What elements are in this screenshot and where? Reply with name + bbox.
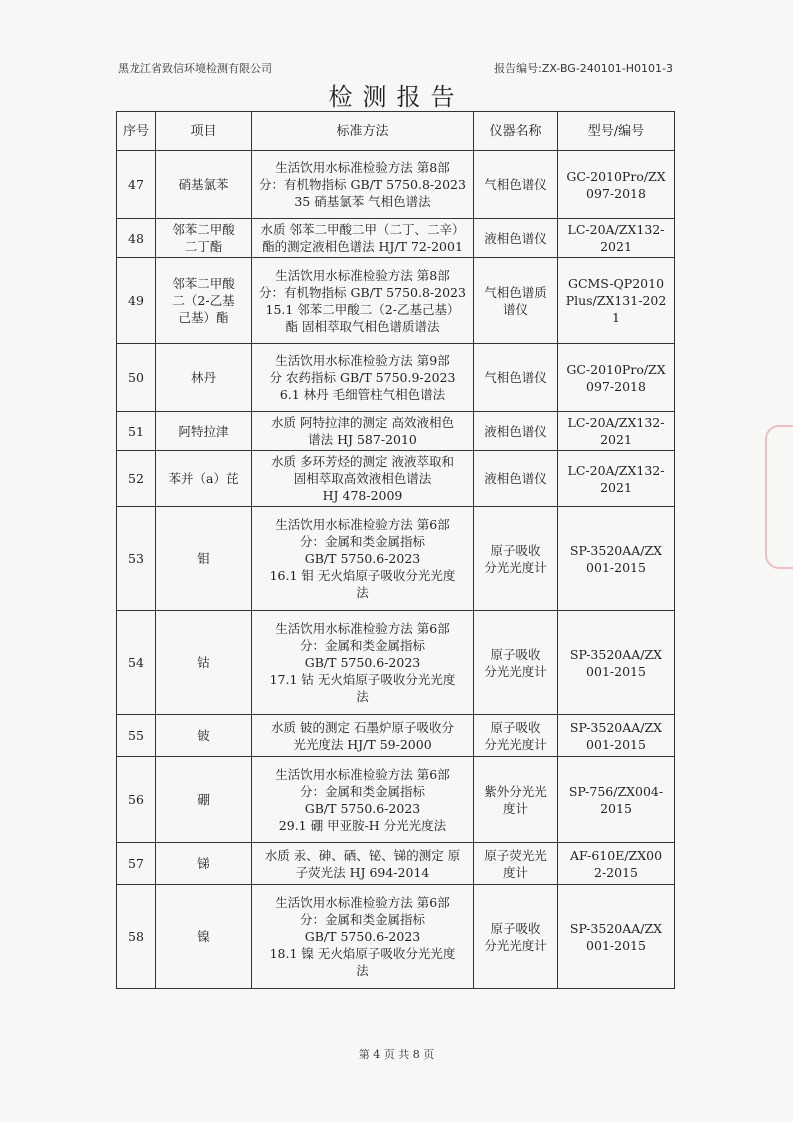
table-row bbox=[117, 611, 675, 715]
cell-item bbox=[156, 757, 252, 843]
cell-instrument-line: 原子吸收 bbox=[490, 920, 541, 936]
cell-instrument-line: 分光光度计 bbox=[484, 663, 547, 679]
cell-model bbox=[558, 715, 675, 757]
cell-method-line: 生活饮用水标准检验方法 第8部 bbox=[275, 160, 450, 175]
cell-no: 51 bbox=[117, 412, 156, 451]
cell-method-line: 谱法 HJ 587-2010 bbox=[308, 432, 417, 447]
cell-no: 48 bbox=[117, 219, 156, 258]
cell-method bbox=[252, 843, 474, 885]
cell-item bbox=[156, 451, 252, 507]
col-header-method: 标准方法 bbox=[252, 112, 474, 151]
cell-item-line: 镍 bbox=[197, 929, 210, 944]
cell-method-line: 生活饮用水标准检验方法 第9部 bbox=[275, 353, 450, 368]
cell-item-line: 林丹 bbox=[190, 370, 216, 385]
table-row bbox=[117, 507, 675, 611]
cell-model bbox=[558, 258, 675, 344]
cell-model bbox=[558, 757, 675, 843]
cell-method-line: 法 bbox=[356, 585, 369, 600]
cell-method-line: 水质 汞、砷、硒、铋、锑的测定 原 bbox=[264, 847, 461, 863]
cell-model-line: 2021 bbox=[600, 479, 632, 495]
cell-method-line: 水质 多环芳烃的测定 液液萃取和 bbox=[271, 454, 454, 469]
cell-no: 55 bbox=[117, 715, 156, 757]
cell-model-line: 001-2015 bbox=[586, 559, 646, 575]
cell-model-line: AF-610E/ZX00 bbox=[569, 847, 663, 863]
table-header-row bbox=[117, 112, 675, 151]
cell-item bbox=[156, 507, 252, 611]
cell-method bbox=[252, 258, 474, 344]
cell-model-line: GC-2010Pro/ZX bbox=[566, 361, 666, 377]
cell-instrument-line: 紫外分光光 bbox=[484, 783, 547, 799]
cell-item bbox=[156, 344, 252, 412]
cell-instrument-line: 度计 bbox=[502, 864, 528, 880]
cell-no: 56 bbox=[117, 757, 156, 843]
cell-item-line: 二（2-乙基 bbox=[172, 293, 235, 308]
cell-model-line: 2021 bbox=[600, 239, 632, 254]
cell-no: 58 bbox=[117, 885, 156, 989]
table-body bbox=[117, 151, 675, 989]
col-header-model: 型号/编号 bbox=[558, 112, 675, 151]
cell-model-line: Plus/ZX131-202 bbox=[565, 293, 667, 308]
cell-model-line: GC-2010Pro/ZX bbox=[566, 168, 666, 184]
cell-method-line: 17.1 钴 无火焰原子吸收分光光度 bbox=[269, 672, 456, 687]
cell-model-line: SP-3520AA/ZX bbox=[569, 719, 663, 735]
report-number: 报告编号:ZX-BG-240101-H0101-3 bbox=[494, 62, 673, 75]
cell-instrument-line: 度计 bbox=[502, 800, 528, 816]
cell-model-line: 2021 bbox=[600, 432, 632, 447]
company-name: 黑龙江省致信环境检测有限公司 bbox=[118, 62, 272, 75]
col-header-instrument: 仪器名称 bbox=[474, 112, 558, 151]
cell-instrument bbox=[474, 507, 558, 611]
cell-item bbox=[156, 715, 252, 757]
page-number: 第 4 页 共 8 页 bbox=[358, 1048, 435, 1061]
cell-method-line: 生活饮用水标准检验方法 第6部 bbox=[275, 895, 450, 910]
cell-model-line: SP-3520AA/ZX bbox=[569, 920, 663, 936]
cell-item bbox=[156, 258, 252, 344]
cell-no: 52 bbox=[117, 451, 156, 507]
cell-instrument-line: 分光光度计 bbox=[484, 736, 547, 752]
cell-no: 49 bbox=[117, 258, 156, 344]
cell-item-line: 二丁酯 bbox=[184, 239, 223, 254]
cell-method bbox=[252, 507, 474, 611]
cell-method-line: 29.1 硼 甲亚胺-H 分光光度法 bbox=[278, 817, 447, 833]
table-row bbox=[117, 843, 675, 885]
cell-method-line: GB/T 5750.6-2023 bbox=[304, 655, 421, 670]
cell-model bbox=[558, 885, 675, 989]
report-title: 检测报告 bbox=[328, 83, 465, 111]
cell-method-line: HJ 478-2009 bbox=[322, 488, 403, 503]
cell-model bbox=[558, 507, 675, 611]
cell-instrument-line: 液相色谱仪 bbox=[484, 471, 547, 486]
cell-item-line: 硝基氯苯 bbox=[178, 177, 229, 192]
cell-instrument bbox=[474, 885, 558, 989]
cell-item-line: 邻苯二甲酸 bbox=[172, 222, 235, 237]
cell-item-line: 邻苯二甲酸 bbox=[172, 276, 235, 291]
cell-method-line: 35 硝基氯苯 气相色谱法 bbox=[294, 194, 431, 209]
table-row bbox=[117, 451, 675, 507]
cell-method-line: 生活饮用水标准检验方法 第8部 bbox=[275, 267, 450, 283]
cell-method-line: 分：有机物指标 GB/T 5750.8-2023 bbox=[259, 177, 466, 192]
cell-method-line: 6.1 林丹 毛细管柱气相色谱法 bbox=[279, 387, 446, 402]
cell-model bbox=[558, 611, 675, 715]
cell-instrument-line: 原子吸收 bbox=[490, 646, 541, 662]
cell-model-line: LC-20A/ZX132- bbox=[567, 462, 665, 478]
table-row bbox=[117, 715, 675, 757]
cell-no: 54 bbox=[117, 611, 156, 715]
cell-method bbox=[252, 757, 474, 843]
cell-method-line: 18.1 镍 无火焰原子吸收分光光度 bbox=[269, 946, 456, 961]
cell-item-line: 锑 bbox=[197, 856, 210, 871]
cell-model-line: 1 bbox=[612, 310, 620, 325]
cell-item bbox=[156, 219, 252, 258]
cell-method bbox=[252, 412, 474, 451]
cell-instrument bbox=[474, 412, 558, 451]
cell-no: 47 bbox=[117, 151, 156, 219]
cell-method-line: 15.1 邻苯二甲酸二（2-乙基己基） bbox=[265, 301, 460, 317]
cell-instrument-line: 液相色谱仪 bbox=[484, 230, 547, 246]
table-row bbox=[117, 151, 675, 219]
cell-model bbox=[558, 451, 675, 507]
cell-method-line: GB/T 5750.6-2023 bbox=[304, 551, 421, 566]
cell-instrument-line: 原子吸收 bbox=[490, 542, 541, 558]
cell-model-line: 001-2015 bbox=[586, 736, 646, 752]
cell-method-line: 16.1 钼 无火焰原子吸收分光光度 bbox=[269, 568, 456, 583]
cell-instrument bbox=[474, 344, 558, 412]
cell-method-line: 生活饮用水标准检验方法 第6部 bbox=[275, 766, 450, 782]
cell-instrument-line: 分光光度计 bbox=[484, 559, 547, 575]
test-items-table bbox=[116, 111, 675, 989]
cell-method-line: 分：金属和类金属指标 bbox=[299, 783, 425, 799]
cell-method-line: 水质 邻苯二甲酸二甲（二丁、二辛） bbox=[260, 222, 465, 237]
cell-model-line: SP-756/ZX004- bbox=[568, 783, 664, 799]
cell-method-line: 分：有机物指标 GB/T 5750.8-2023 bbox=[259, 284, 466, 300]
col-header-no: 序号 bbox=[117, 112, 156, 151]
cell-model-line: 001-2015 bbox=[586, 663, 646, 679]
cell-instrument bbox=[474, 451, 558, 507]
table-row bbox=[117, 412, 675, 451]
cell-method bbox=[252, 885, 474, 989]
cell-method bbox=[252, 715, 474, 757]
cell-method bbox=[252, 611, 474, 715]
cell-method bbox=[252, 344, 474, 412]
cell-no: 57 bbox=[117, 843, 156, 885]
table-row bbox=[117, 757, 675, 843]
cell-method-line: 法 bbox=[356, 689, 369, 704]
cell-instrument-line: 液相色谱仪 bbox=[484, 423, 547, 439]
cell-item bbox=[156, 151, 252, 219]
cell-instrument bbox=[474, 151, 558, 219]
cell-model-line: LC-20A/ZX132- bbox=[567, 415, 665, 430]
cell-item-line: 阿特拉津 bbox=[178, 423, 229, 439]
cell-instrument-line: 分光光度计 bbox=[484, 937, 547, 953]
cell-model-line: 001-2015 bbox=[586, 937, 646, 953]
cell-instrument bbox=[474, 611, 558, 715]
cell-item-line: 己基）酯 bbox=[178, 310, 229, 325]
table-row bbox=[117, 258, 675, 344]
cell-model-line: 097-2018 bbox=[586, 185, 646, 201]
stamp-mark bbox=[765, 425, 793, 569]
cell-item bbox=[156, 843, 252, 885]
cell-model-line: LC-20A/ZX132- bbox=[567, 222, 665, 237]
cell-instrument-line: 原子吸收 bbox=[490, 719, 541, 735]
cell-item bbox=[156, 412, 252, 451]
cell-item-line: 铍 bbox=[197, 728, 210, 743]
cell-model-line: 2015 bbox=[600, 800, 632, 816]
cell-model bbox=[558, 344, 675, 412]
cell-method-line: 水质 铍的测定 石墨炉原子吸收分 bbox=[271, 719, 454, 735]
cell-method-line: 水质 阿特拉津的测定 高效液相色 bbox=[271, 415, 454, 430]
cell-item-line: 钼 bbox=[197, 551, 210, 566]
cell-method-line: 法 bbox=[356, 963, 369, 978]
cell-item-line: 苯并（a）芘 bbox=[168, 471, 239, 486]
cell-model-line: GCMS-QP2010 bbox=[567, 276, 665, 291]
cell-method-line: 分 农药指标 GB/T 5750.9-2023 bbox=[269, 370, 456, 385]
cell-method-line: 生活饮用水标准检验方法 第6部 bbox=[275, 517, 450, 532]
cell-model bbox=[558, 412, 675, 451]
cell-model-line: 2-2015 bbox=[594, 864, 638, 880]
col-header-item: 项目 bbox=[156, 112, 252, 151]
cell-method-line: 分：金属和类金属指标 bbox=[299, 638, 425, 653]
cell-instrument bbox=[474, 843, 558, 885]
cell-method-line: 生活饮用水标准检验方法 第6部 bbox=[275, 621, 450, 636]
cell-method bbox=[252, 219, 474, 258]
cell-instrument-line: 气相色谱质 bbox=[484, 284, 547, 300]
cell-instrument bbox=[474, 715, 558, 757]
cell-method-line: 分：金属和类金属指标 bbox=[299, 534, 425, 549]
cell-method bbox=[252, 451, 474, 507]
cell-method-line: 子荧光法 HJ 694-2014 bbox=[295, 864, 430, 880]
cell-instrument-line: 谱仪 bbox=[502, 301, 528, 317]
cell-item-line: 硼 bbox=[197, 792, 210, 807]
table-row bbox=[117, 219, 675, 258]
cell-no: 53 bbox=[117, 507, 156, 611]
cell-instrument-line: 气相色谱仪 bbox=[484, 177, 547, 192]
cell-method-line: 酯 固相萃取气相色谱质谱法 bbox=[285, 318, 440, 334]
cell-instrument-line: 原子荧光光 bbox=[484, 847, 547, 863]
cell-item-line: 钴 bbox=[197, 655, 210, 670]
table-row bbox=[117, 344, 675, 412]
cell-model-line: SP-3520AA/ZX bbox=[569, 646, 663, 662]
cell-instrument-line: 气相色谱仪 bbox=[484, 370, 547, 385]
cell-model-line: SP-3520AA/ZX bbox=[569, 542, 663, 558]
cell-method bbox=[252, 151, 474, 219]
cell-model-line: 097-2018 bbox=[586, 378, 646, 394]
cell-instrument bbox=[474, 219, 558, 258]
cell-instrument bbox=[474, 757, 558, 843]
cell-item bbox=[156, 611, 252, 715]
cell-method-line: GB/T 5750.6-2023 bbox=[304, 800, 421, 816]
cell-no: 50 bbox=[117, 344, 156, 412]
cell-model bbox=[558, 151, 675, 219]
cell-item bbox=[156, 885, 252, 989]
table-row bbox=[117, 885, 675, 989]
cell-model bbox=[558, 219, 675, 258]
cell-instrument bbox=[474, 258, 558, 344]
cell-method-line: 光光度法 HJ/T 59-2000 bbox=[293, 736, 432, 752]
cell-method-line: 固相萃取高效液相色谱法 bbox=[293, 471, 432, 486]
cell-method-line: 分：金属和类金属指标 bbox=[299, 912, 425, 927]
cell-method-line: GB/T 5750.6-2023 bbox=[304, 929, 421, 944]
cell-model bbox=[558, 843, 675, 885]
cell-method-line: 酯的测定液相色谱法 HJ/T 72-2001 bbox=[262, 239, 463, 254]
